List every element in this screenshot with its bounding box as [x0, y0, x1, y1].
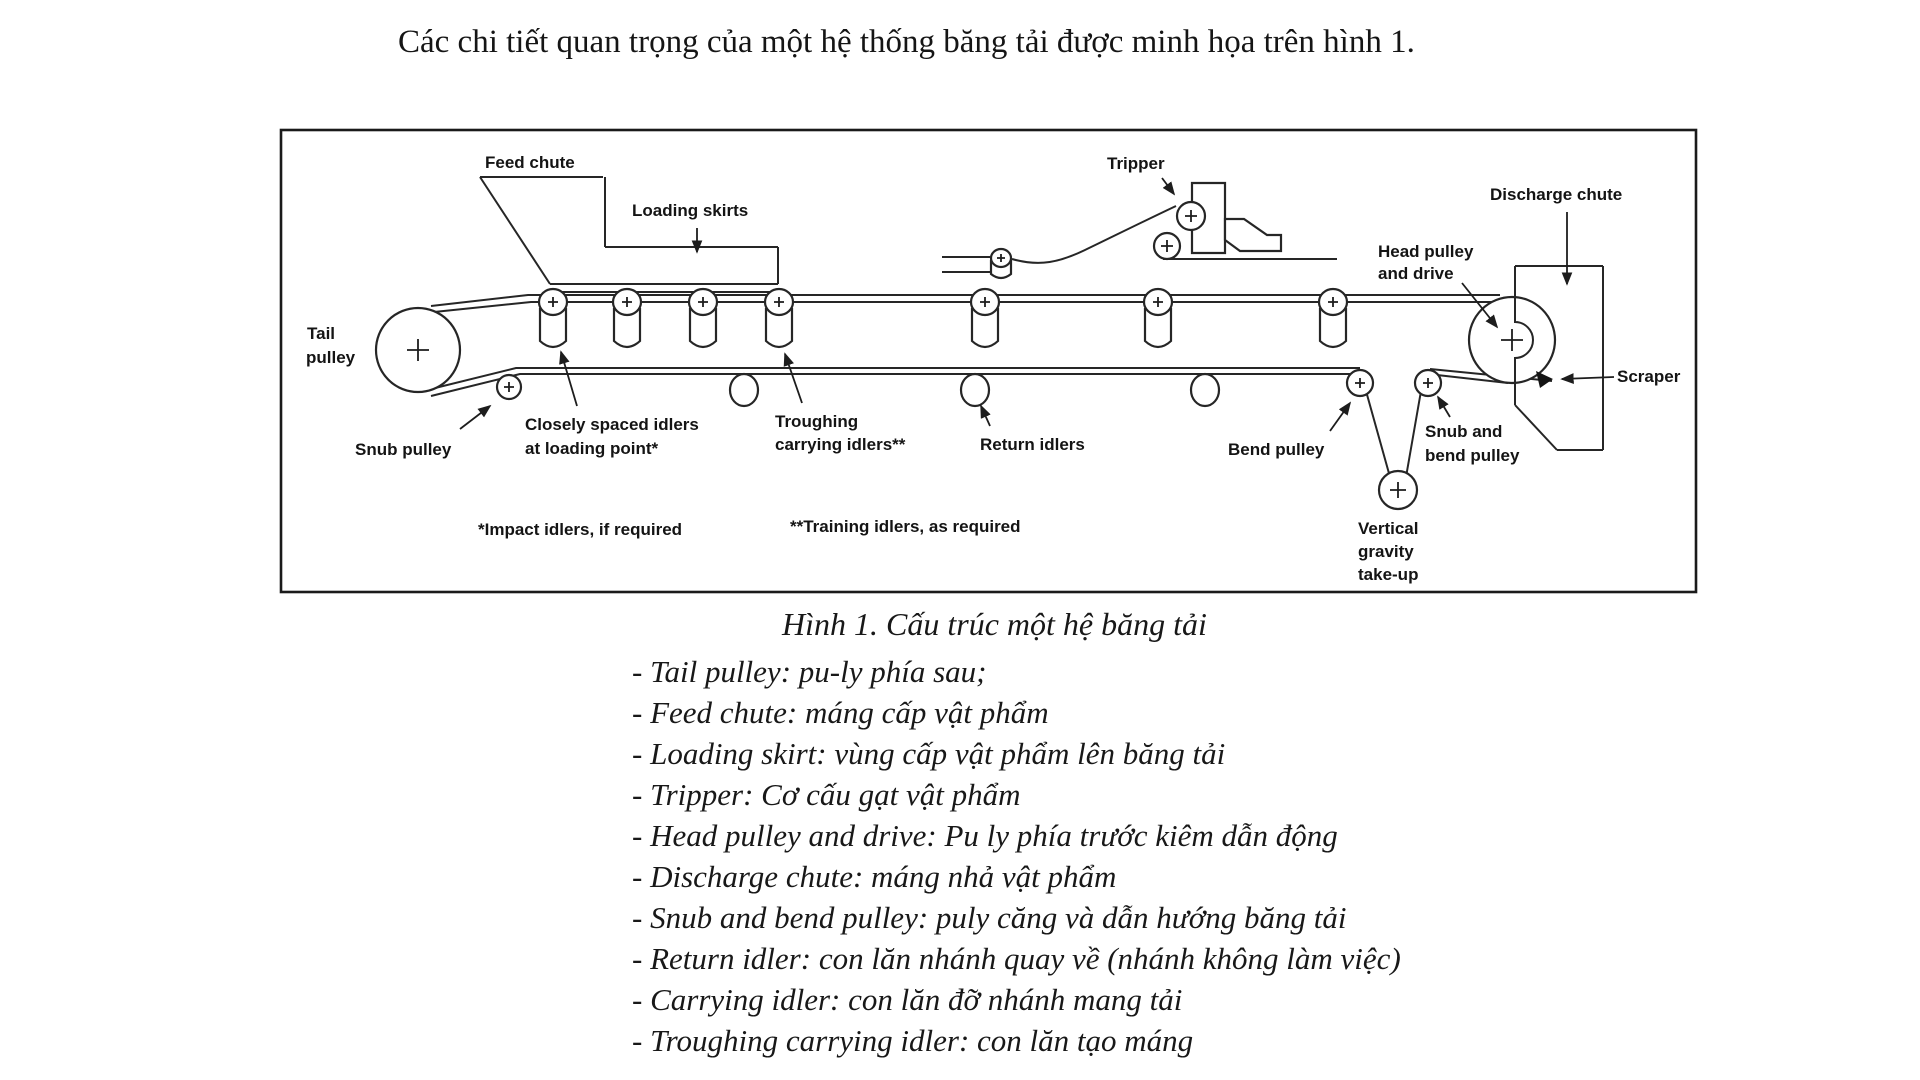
page-title: Các chi tiết quan trọng của một hệ thống băng tải được minh họa trên hình 1. — [398, 24, 1415, 60]
troughing-label-1: Troughing — [775, 412, 859, 431]
training-idlers-note: **Training idlers, as required — [790, 517, 1021, 536]
head-pulley — [1469, 297, 1555, 383]
list-item: - Head pulley and drive: Pu ly phía trước kiêm dẫn động — [632, 818, 1338, 853]
list-item: - Discharge chute: máng nhả vật phẩm — [632, 859, 1117, 894]
tail-pulley-label-1: Tail — [307, 324, 336, 343]
feed-chute-label: Feed chute — [485, 153, 575, 172]
scraper-label: Scraper — [1617, 367, 1681, 386]
list-item: - Carrying idler: con lăn đỡ nhánh mang tải — [632, 982, 1183, 1017]
takeup-label-1: Vertical — [1358, 519, 1419, 538]
snub-pulley-label: Snub pulley — [355, 440, 452, 459]
tail-pulley — [376, 308, 460, 392]
list-item: - Snub and bend pulley: puly căng và dẫn hướng băng tải — [632, 900, 1347, 935]
list-item: - Feed chute: máng cấp vật phẩm — [632, 695, 1049, 730]
impact-idlers-note: *Impact idlers, if required — [478, 520, 683, 539]
closely-spaced-label-2: at loading point* — [525, 439, 659, 458]
figure-caption: Hình 1. Cấu trúc một hệ băng tải — [782, 606, 1207, 642]
list-item: - Loading skirt: vùng cấp vật phẩm lên băng tải — [632, 736, 1226, 771]
snub-bend-label-1: Snub and — [1425, 422, 1503, 441]
tail-pulley-label-2: pulley — [306, 348, 356, 367]
return-idlers-label: Return idlers — [980, 435, 1085, 454]
troughing-label-2: carrying idlers** — [775, 435, 906, 454]
loading-skirts-label: Loading skirts — [632, 201, 749, 220]
closely-spaced-label-1: Closely spaced idlers — [525, 415, 699, 434]
bend-pulley-label: Bend pulley — [1228, 440, 1325, 459]
takeup-label-2: gravity — [1358, 542, 1414, 561]
snub-bend-label-2: bend pulley — [1425, 446, 1520, 465]
list-item: - Troughing carrying idler: con lăn tạo máng — [632, 1023, 1194, 1058]
conveyor-diagram — [270, 120, 1710, 602]
list-item: - Tail pulley: pu-ly phía sau; — [632, 654, 987, 689]
list-item: - Return idler: con lăn nhánh quay về (nhánh không làm việc) — [632, 941, 1401, 976]
list-item: - Tripper: Cơ cấu gạt vật phẩm — [632, 777, 1021, 812]
translation-list — [632, 651, 1401, 1061]
takeup-label-3: take-up — [1358, 565, 1419, 584]
tripper-label: Tripper — [1107, 154, 1165, 173]
snub-pulley — [497, 375, 521, 399]
head-pulley-label-1: Head pulley — [1378, 242, 1474, 261]
discharge-chute-label: Discharge chute — [1490, 185, 1623, 204]
head-pulley-label-2: and drive — [1378, 264, 1454, 283]
